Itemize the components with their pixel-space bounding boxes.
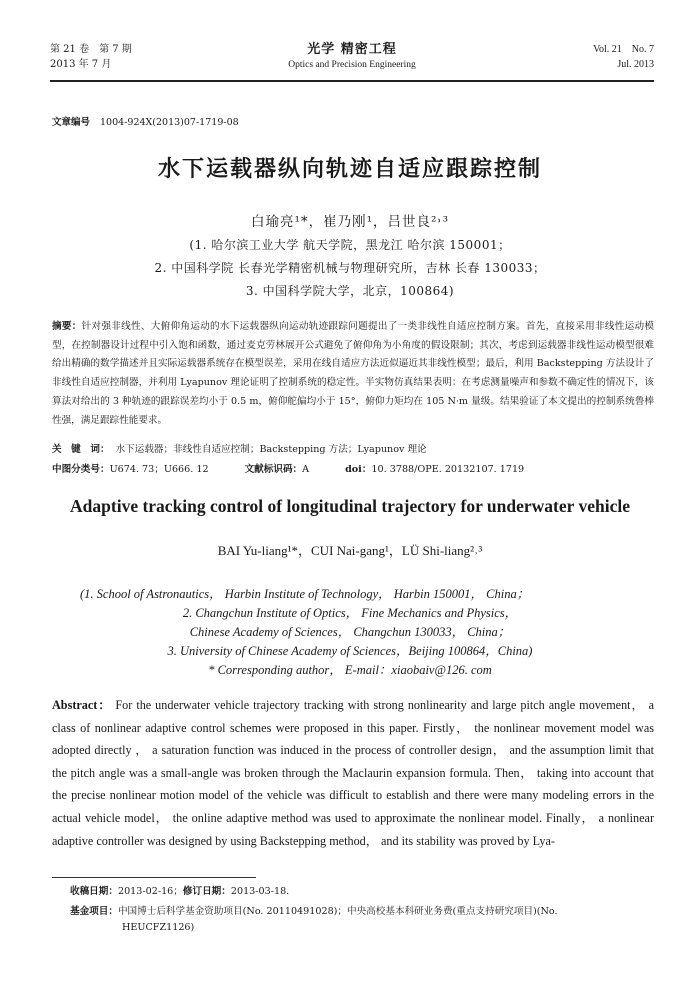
doc-code-value: A (302, 464, 310, 475)
funding-value: 中国博士后科学基金资助项目(No. 20110491028)；中央高校基本科研业务费(重点支持研究项目)(No. (117, 906, 558, 917)
classification-line (52, 461, 654, 475)
footnote-dates (70, 884, 289, 899)
journal-title-en: Optics and Precision Engineering (288, 60, 416, 70)
volume-issue-en: Vol. 21 No. 7 (593, 44, 654, 55)
received-label: 收稿日期： (70, 886, 118, 897)
abstract-cn (52, 318, 654, 430)
authors-en: BAI Yu-liang¹*，CUI Nai-gang¹，LÜ Shi-liang²˒³ (217, 543, 483, 558)
journal-title-cn: 光学 精密工程 (307, 42, 397, 57)
authors-cn: 白瑜亮¹*，崔乃刚¹，吕世良²˒³ (250, 214, 450, 230)
clc-label: 中图分类号： (52, 464, 110, 475)
keywords-cn (52, 441, 427, 455)
header-rule (50, 80, 654, 82)
keywords-cn-text: 水下运载器；非线性自适应控制；Backstepping 方法；Lyapunov 理论 (115, 444, 427, 455)
abstract-en (52, 694, 654, 852)
affiliation-cn-1: (1. 哈尔滨工业大学 航天学院，黑龙江 哈尔滨 150001； (189, 238, 511, 252)
doi-label: doi： (345, 464, 372, 475)
doc-code-label: 文献标识码： (244, 464, 303, 475)
affiliation-en-1: (1. School of Astronautics， Harbin Institute of Technology， Harbin 150001， China； (80, 587, 530, 601)
header-right (593, 42, 654, 72)
article-number-label: 文章编号 (52, 117, 91, 128)
received-value: 2013-02-16； (117, 886, 183, 897)
revised-label: 修订日期： (182, 886, 231, 897)
footnote-rule (52, 877, 256, 878)
abstract-en-text: For the underwater vehicle trajectory tracking with strong nonlinearity and large pitch angle movement， a class of nonlinear adaptive control schemes were proposed in this paper. Firstly， the nonlinear movement model was adopted directly ， a saturation function was induced in the process of controller design， and the assumption limit that the pitch angle was a small-angle was broken through the Maclaurin expansion formula. Then， taking into account that the precise nonlinear motion model of the vehicle was difficult to establish and there were many modeling errors in the actual vehicle model， the online adaptive method was used to approximate the nonlinear model. Finally， a nonlinear adaptive controller was designed by using Backstepping method， and its stability was proved by Lya- (52, 698, 655, 848)
doi-value: 10. 3788/OPE. 20132107. 1719 (371, 464, 525, 475)
date-cn: 2013 年 7 月 (50, 59, 112, 70)
date-en: Jul. 2013 (617, 59, 654, 70)
corresponding-author: * Corresponding author， E-mail：xiaobaiv@126. com (208, 663, 492, 677)
affiliation-cn-2: 2. 中国科学院 长春光学精密机械与物理研究所，吉林 长春 130033； (154, 261, 546, 275)
volume-issue-cn: 第 21 卷 第 7 期 (50, 44, 132, 55)
footnote-funding-cont: HEUCFZ1126) (122, 922, 195, 933)
title-cn: 水下运载器纵向轨迹自适应跟踪控制 (157, 157, 542, 182)
article-number (52, 114, 239, 128)
affiliation-en-4: 3. University of Chinese Academy of Sciences，Beijing 100864，China) (167, 644, 533, 658)
running-header (50, 42, 654, 76)
clc-value: U674. 73；U666. 12 (109, 464, 209, 475)
header-center (50, 42, 654, 72)
footnote-funding (70, 904, 558, 919)
abstract-en-label: Abstract： (52, 698, 112, 712)
affiliation-en-3: Chinese Academy of Sciences， Changchun 130033， China； (189, 625, 511, 639)
article-number-value: 1004-924X(2013)07-1719-08 (100, 117, 239, 128)
affiliation-cn-3: 3. 中国科学院大学，北京，100864) (245, 284, 455, 298)
affiliation-en-2: 2. Changchun Institute of Optics， Fine Mechanics and Physics， (182, 606, 518, 620)
revised-value: 2013-03-18. (230, 886, 290, 897)
keywords-cn-label: 关 键 词： (52, 444, 110, 455)
title-en: Adaptive tracking control of longitudinal trajectory for underwater vehicle (70, 496, 630, 516)
abstract-cn-text: 针对强非线性、大俯仰角运动的水下运载器纵向运动轨迹跟踪问题提出了一类非线性自适应控制方案。首先，直接采用非线性运动模型，在控制器设计过程中引入饱和函数，通过麦克劳林展开公式避免了俯仰角为小角度的假设限制；其次，考虑到运载器非线性运动模型很难给出精确的数学描述并且实际运载器系统存在模型误差，采用在线自适应方法近似逼近其非线性模型；最后，利用 Backstepping 方法设计了非线性自适应控制器，并利用 Lyapunov 理论证明了控制系统的稳定性。半实物仿真结果表明：在考虑测量噪声和参数不确定性的情况下，该算法对给出的 3 种轨迹的跟踪误差均小于 0.5 m，俯仰舵偏均小于 15°，俯仰力矩均在 105 N·m 量级。结果验证了本文提出的控制系统鲁棒性强，满足跟踪性能要求。 (52, 321, 655, 426)
abstract-cn-label: 摘要： (52, 321, 82, 332)
funding-label: 基金项目： (70, 906, 118, 917)
